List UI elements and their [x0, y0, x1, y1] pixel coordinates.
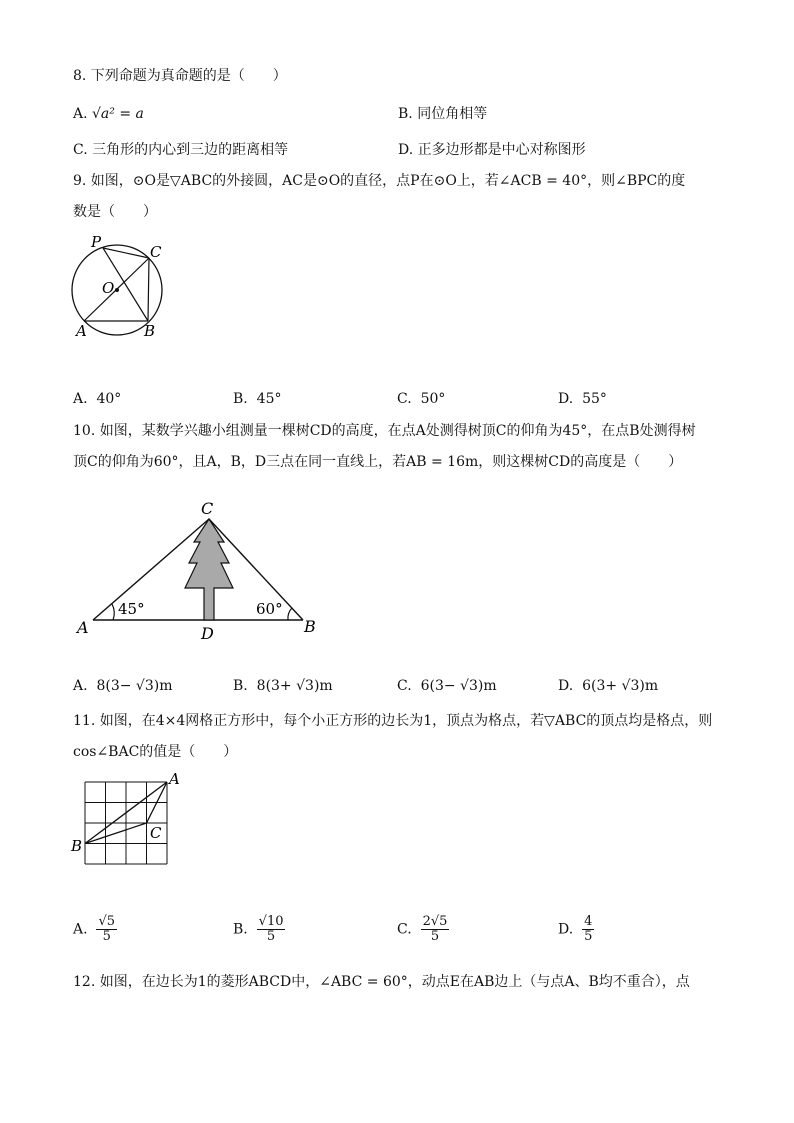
- q11-option-c-den: 5: [430, 929, 440, 944]
- q9-option-a-label: A.: [73, 391, 88, 407]
- q9-option-c-value: 50°: [420, 391, 446, 407]
- q9-option-d-value: 55°: [582, 391, 607, 407]
- q9-option-d-label: D.: [558, 391, 574, 407]
- q11-option-c: [397, 915, 449, 944]
- q8-option-d-text: 正多边形都是中心对称图形: [417, 142, 586, 158]
- q9-option-b-label: B.: [233, 391, 248, 407]
- q10-label-b: B: [304, 617, 316, 636]
- q10-label-c: C: [201, 499, 214, 518]
- q9-option-a-value: 40°: [96, 391, 122, 407]
- q11-option-c-label: C.: [397, 921, 412, 938]
- q10-option-d-label: D.: [558, 678, 574, 694]
- q11-option-a: [73, 915, 117, 944]
- q10-option-a-value: 8(3− √3)m: [96, 678, 173, 694]
- q11-label-b: B: [71, 837, 83, 855]
- q9-label-c: C: [150, 243, 162, 261]
- q11-option-b-den: 5: [266, 929, 276, 944]
- q8-option-c-text: 三角形的内心到三边的距离相等: [92, 142, 289, 158]
- q10-option-b-value: 8(3+ √3)m: [256, 678, 333, 694]
- q11-option-d-fraction: [582, 915, 594, 944]
- q11-option-b-num: √10: [258, 914, 284, 929]
- q9-option-c-label: C.: [397, 391, 412, 407]
- q8-option-a-label: A.: [73, 106, 88, 122]
- q9-stem-line2: 数是（ ）: [73, 204, 157, 220]
- q11-grid: [85, 782, 167, 864]
- q11-option-d-den: 5: [584, 929, 593, 944]
- q8-option-c-label: C.: [73, 142, 88, 158]
- q10-option-b-label: B.: [233, 678, 248, 694]
- q10-label-d: D: [201, 624, 214, 643]
- q11-side-bc: [85, 823, 147, 844]
- q11-option-d-label: D.: [558, 921, 574, 938]
- q10-label-a: A: [77, 618, 89, 637]
- q10-angle-b-label: 60°: [256, 600, 283, 618]
- q11-label-a: A: [169, 770, 180, 788]
- q11-option-a-num: √5: [98, 914, 116, 929]
- q8-option-b-text: 同位角相等: [417, 106, 488, 122]
- q10-stem-line1: 10. 如图，某数学兴趣小组测量一棵树CD的高度，在点A处测得树顶C的仰角为45°，在点B处测得树: [73, 423, 696, 439]
- q11-option-b-fraction: [257, 915, 286, 944]
- q11-option-a-den: 5: [102, 929, 111, 944]
- q9-label-a: A: [76, 322, 87, 340]
- q10-option-c-label: C.: [397, 678, 412, 694]
- q10-angle-a-label: 45°: [118, 600, 145, 618]
- q8-stem: 8. 下列命题为真命题的是（ ）: [73, 68, 287, 84]
- q11-stem-line2: cos∠BAC的值是（ ）: [73, 744, 238, 760]
- q9-label-p: P: [91, 233, 102, 251]
- q8-option-b-label: B.: [398, 106, 413, 122]
- q11-option-d-num: 4: [584, 914, 593, 929]
- q9-stem-line1: 9. 如图，⊙O是▽ABC的外接圆，AC是⊙O的直径，点P在⊙O上，若∠ACB = 40°，则∠BPC的度: [73, 173, 686, 189]
- q12-stem-line1: 12. 如图，在边长为1的菱形ABCD中，∠ABC = 60°，动点E在AB边上（与点A、B均不重合），点: [73, 974, 690, 990]
- q11-option-b-label: B.: [233, 921, 248, 938]
- q10-option-c-value: 6(3− √3)m: [420, 678, 497, 694]
- q10-stem-line2: 顶C的仰角为60°，且A，B，D三点在同一直线上，若AB = 16m，则这棵树CD的高度是（ ）: [73, 454, 683, 470]
- q11-option-a-fraction: [96, 915, 117, 944]
- q11-stem-line1: 11. 如图，在4×4网格正方形中，每个小正方形的边长为1，顶点为格点，若▽ABC的顶点均是格点，则: [73, 713, 713, 729]
- q9-label-o: O: [102, 279, 115, 297]
- q8-option-a-text: √a² = a: [92, 106, 144, 122]
- q9-option-b-value: 45°: [256, 391, 282, 407]
- q9-label-b: B: [144, 322, 156, 340]
- q11-option-d: [558, 915, 594, 944]
- q11-label-c: C: [150, 824, 162, 842]
- q11-option-b: [233, 915, 285, 944]
- q11-option-c-num: 2√5: [422, 914, 448, 929]
- q10-option-a-label: A.: [73, 678, 88, 694]
- q11-option-c-fraction: [421, 915, 450, 944]
- q11-option-a-label: A.: [73, 921, 88, 938]
- q10-option-d-value: 6(3+ √3)m: [582, 678, 659, 694]
- q8-option-d-label: D.: [398, 142, 414, 158]
